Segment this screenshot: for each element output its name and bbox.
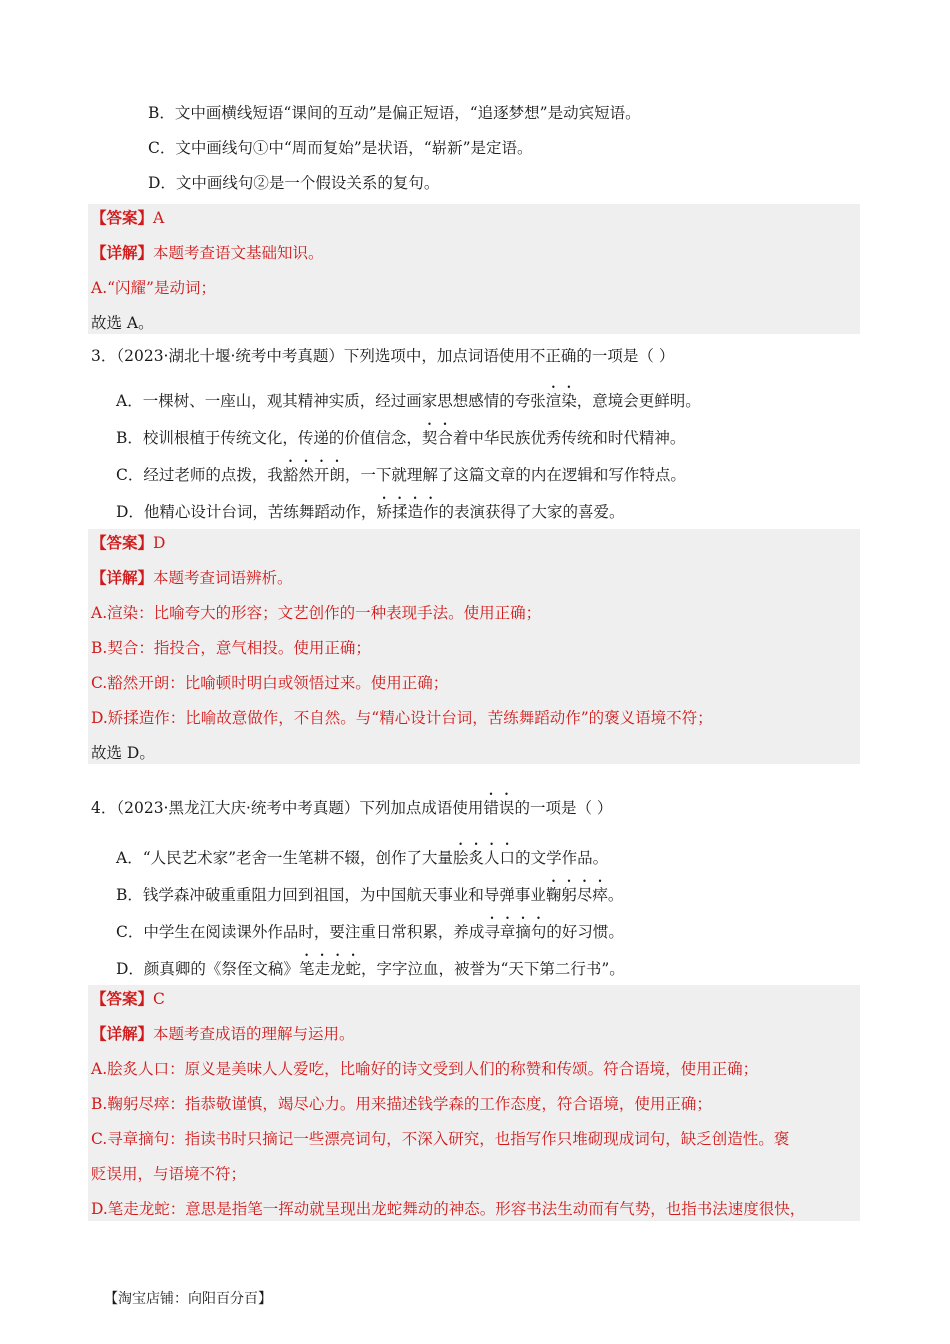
answer-value: A xyxy=(153,209,165,227)
q4-option-c-pre: C．中学生在阅读课外作品时，要注重日常积累，养成 xyxy=(116,923,485,941)
q4-option-b-pre: B．钱学森冲破重重阻力回到祖国，为中国航天事业和导弹事业 xyxy=(116,886,546,904)
option-c-text: C．文中画线句①中“周而复始”是状语，“崭新”是定语。 xyxy=(148,139,533,157)
answer-block xyxy=(88,204,860,334)
q4-stem-dotted: 错误 xyxy=(483,799,515,817)
question-3-stem: 3．（2023·湖北十堰·统考中考真题）下列选项中，加点词语使用不正确的一项是（ ） xyxy=(91,347,675,365)
detail-text: 本题考查语文基础知识。 xyxy=(153,244,324,262)
q4-option-a-pre: A．“人民艺术家”老舍一生笔耕不辍，创作了大量 xyxy=(116,849,454,867)
option-d-text: D．文中画线句②是一个假设关系的复句。 xyxy=(148,174,440,192)
q4-stem-post: 的一项是（ ） xyxy=(514,799,613,817)
q3-option-b-post: 着中华民族优秀传统和时代精神。 xyxy=(452,429,686,447)
q3-option-a-pre: A．一棵树、一座山，观其精神实质，经过画家思想感情的夸张 xyxy=(116,392,546,410)
q3-detail-line xyxy=(91,567,293,589)
q3-detail-text: 本题考查词语辨析。 xyxy=(153,569,293,587)
q3-option-d-pre: D．他精心设计台词，苦练舞蹈动作， xyxy=(116,503,377,521)
q3-detail-d: D.矫揉造作：比喻故意做作，不自然。与“精心设计台词，苦练舞蹈动作”的褒义语境不符； xyxy=(91,709,713,727)
q4-option-c-post: 的好习惯。 xyxy=(546,923,624,941)
q4-detail-d: D.笔走龙蛇：意思是指笔一挥动就呈现出龙蛇舞动的神态。形容书法生动而有气势，也指书法速度很快， xyxy=(91,1200,806,1218)
q3-option-a xyxy=(116,383,701,412)
q4-option-b xyxy=(116,877,623,906)
q4-option-a-post: 的文学作品。 xyxy=(515,849,609,867)
q3-detail-c: C.豁然开朗：比喻顿时明白或领悟过来。使用正确； xyxy=(91,674,449,692)
q4-detail-b: B.鞠躬尽瘁：指恭敬谨慎，竭尽心力。用来描述钱学森的工作态度，符合语境，使用正确； xyxy=(91,1095,712,1113)
q4-option-b-dotted: 鞠躬尽瘁 xyxy=(545,886,608,904)
q3-option-d-dotted: 矫揉造作 xyxy=(376,503,439,521)
q4-answer-label: 【答案】 xyxy=(91,989,154,1008)
q3-option-d-post: 的表演获得了大家的喜爱。 xyxy=(438,503,625,521)
q4-option-a-dotted: 脍炙人口 xyxy=(453,849,516,867)
question-4-stem xyxy=(91,790,612,819)
q3-answer-block xyxy=(88,529,860,764)
conclusion: 故选 A。 xyxy=(91,314,154,332)
q3-answer-value: D xyxy=(153,534,166,552)
footer-shop-name: 【淘宝店铺：向阳百分百】 xyxy=(104,1291,272,1307)
detail-item: A.“闪耀”是动词； xyxy=(91,279,216,297)
q4-option-a xyxy=(116,840,608,869)
q4-detail-c1: C.寻章摘句：指读书时只摘记一些漂亮词句，不深入研究，也指写作只堆砌现成词句，缺乏创造性。褒 xyxy=(91,1130,790,1148)
detail-line xyxy=(91,242,324,264)
detail-label: 【详解】 xyxy=(91,243,154,262)
q4-option-d-post: ，字字泣血，被誉为“天下第二行书”。 xyxy=(360,960,625,978)
q3-option-b-dotted: 契合 xyxy=(421,429,453,447)
q3-option-b xyxy=(116,420,685,449)
q3-option-c xyxy=(116,457,686,486)
q4-answer-block xyxy=(88,985,860,1221)
answer-line xyxy=(91,207,164,229)
q4-option-b-post: 。 xyxy=(607,886,624,904)
answer-label: 【答案】 xyxy=(91,208,154,227)
q4-detail-line xyxy=(91,1023,355,1045)
q3-option-a-post: ，意境会更鲜明。 xyxy=(576,392,701,410)
option-b-text: B．文中画横线短语“课间的互动”是偏正短语，“追逐梦想”是动宾短语。 xyxy=(148,104,641,122)
q3-option-b-pre: B．校训根植于传统文化，传递的价值信念， xyxy=(116,429,422,447)
q3-answer-label: 【答案】 xyxy=(91,533,154,552)
q3-detail-label: 【详解】 xyxy=(91,568,154,587)
q3-option-c-post: ，一下就理解了这篇文章的内在逻辑和写作特点。 xyxy=(344,466,686,484)
q3-detail-a: A.渲染：比喻夸大的形容；文艺创作的一种表现手法。使用正确； xyxy=(91,604,542,622)
q4-detail-c2: 贬误用，与语境不符； xyxy=(91,1165,247,1183)
q4-detail-label: 【详解】 xyxy=(91,1024,154,1043)
q3-option-a-dotted: 渲染 xyxy=(545,392,577,410)
q4-answer-line xyxy=(91,988,165,1010)
q3-option-d xyxy=(116,494,624,523)
q4-option-d-dotted: 笔走龙蛇 xyxy=(298,960,361,978)
q3-conclusion: 故选 D。 xyxy=(91,744,155,762)
q4-option-d-pre: D．颜真卿的《祭侄文稿》 xyxy=(116,960,299,978)
q4-detail-a: A.脍炙人口：原义是美味人人爱吃，比喻好的诗文受到人们的称赞和传颂。符合语境，使用正确； xyxy=(91,1060,759,1078)
q3-answer-line xyxy=(91,532,165,554)
q4-option-c-dotted: 寻章摘句 xyxy=(484,923,547,941)
q4-stem-pre: 4．（2023·黑龙江大庆·统考中考真题）下列加点成语使用 xyxy=(91,799,484,817)
q3-detail-b: B.契合：指投合，意气相投。使用正确； xyxy=(91,639,371,657)
q3-option-c-dotted: 豁然开朗 xyxy=(282,466,345,484)
q4-detail-text: 本题考查成语的理解与运用。 xyxy=(153,1025,355,1043)
q4-option-d xyxy=(116,951,625,980)
q4-answer-value: C xyxy=(153,990,165,1008)
q4-option-c xyxy=(116,914,624,943)
q3-option-c-pre: C．经过老师的点拨，我 xyxy=(116,466,283,484)
